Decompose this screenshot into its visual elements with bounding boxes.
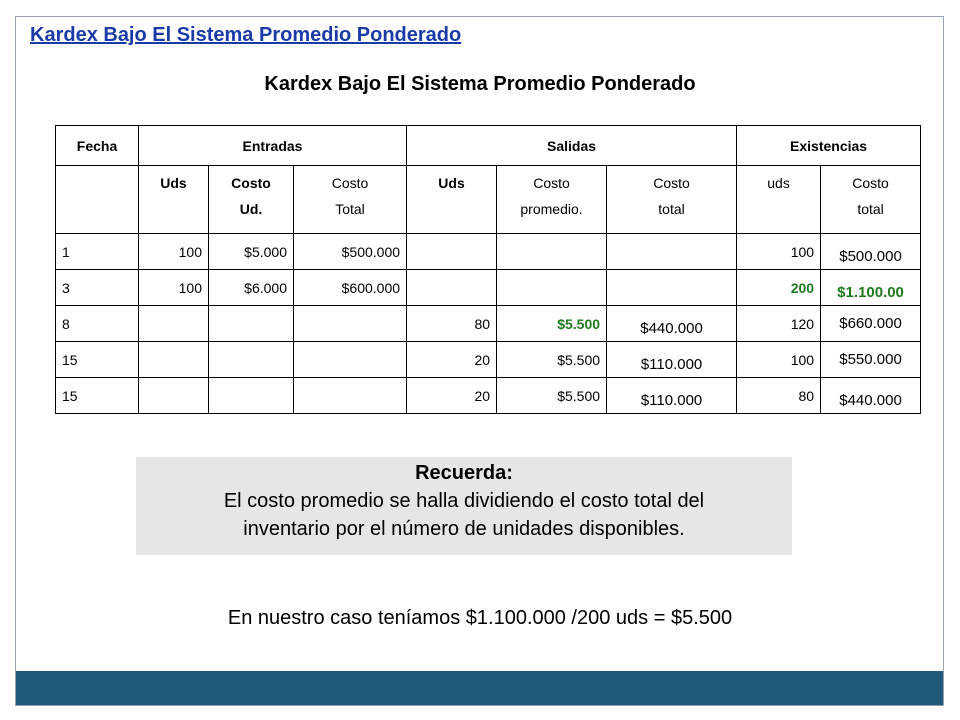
cell-exi-costo-total: $440.000	[821, 378, 921, 414]
header-ent-costo-total-l2: Total	[335, 201, 365, 217]
cell-ent-costo-ud	[209, 306, 294, 342]
header-sal-costo-prom-l1: Costo	[533, 175, 570, 191]
cell-sal-uds: 80	[407, 306, 497, 342]
cell-fecha: 15	[56, 342, 139, 378]
cell-ent-uds	[139, 342, 209, 378]
header-exi-costo-total-l2: total	[857, 201, 884, 217]
header-salidas: Salidas	[407, 126, 737, 166]
cell-sal-costo-prom	[497, 234, 607, 270]
reminder-note	[136, 457, 792, 555]
table-row	[56, 342, 921, 378]
reminder-line-2: inventario por el número de unidades disponibles.	[243, 518, 685, 540]
cell-exi-costo-total: $500.000	[821, 234, 921, 270]
cell-sal-uds	[407, 270, 497, 306]
header-ent-uds: Uds	[139, 166, 209, 234]
header-ent-costo-ud-l2: Ud.	[239, 201, 263, 217]
header-ent-costo-ud-l1: Costo	[231, 175, 271, 191]
header-exi-costo-total-l1: Costo	[852, 175, 889, 191]
cell-sal-costo-total: $110.000	[607, 342, 737, 378]
cell-ent-costo-total: $500.000	[294, 234, 407, 270]
cell-exi-uds: 120	[737, 306, 821, 342]
cell-ent-costo-ud	[209, 342, 294, 378]
table-row	[56, 378, 921, 414]
cell-sal-costo-prom	[497, 270, 607, 306]
cell-ent-costo-ud: $6.000	[209, 270, 294, 306]
kardex-table	[55, 125, 921, 414]
cell-sal-uds	[407, 234, 497, 270]
cell-sal-costo-total: $440.000	[607, 306, 737, 342]
title-link[interactable]: Kardex Bajo El Sistema Promedio Ponderado	[30, 24, 462, 46]
cell-sal-costo-prom: $5.500	[497, 306, 607, 342]
cell-ent-uds: 100	[139, 270, 209, 306]
cell-exi-uds: 100	[737, 234, 821, 270]
header-exi-uds: uds	[737, 166, 821, 234]
table-row	[56, 270, 921, 306]
cell-fecha: 3	[56, 270, 139, 306]
cell-ent-costo-ud	[209, 378, 294, 414]
cell-fecha: 15	[56, 378, 139, 414]
cell-exi-uds: 200	[737, 270, 821, 306]
table-row	[56, 306, 921, 342]
table-sub-header-row	[56, 166, 921, 234]
header-fecha: Fecha	[56, 126, 139, 166]
cell-ent-costo-total	[294, 342, 407, 378]
table-row	[56, 234, 921, 270]
header-ent-costo-total	[294, 166, 407, 234]
header-sal-costo-prom	[497, 166, 607, 234]
header-sal-uds: Uds	[407, 166, 497, 234]
header-ent-costo-total-l1: Costo	[331, 175, 369, 191]
header-sal-costo-total-l1: Costo	[653, 175, 690, 191]
cell-sal-costo-prom: $5.500	[497, 378, 607, 414]
header-exi-costo-total	[821, 166, 921, 234]
cell-exi-costo-total: $1.100.00	[821, 270, 921, 306]
calculation-text: En nuestro caso teníamos $1.100.000 /200 uds = $5.500	[227, 607, 733, 629]
header-ent-costo-ud	[209, 166, 294, 234]
cell-fecha: 1	[56, 234, 139, 270]
cell-exi-costo-total: $550.000	[821, 342, 921, 378]
header-sal-costo-total	[607, 166, 737, 234]
page-title: Kardex Bajo El Sistema Promedio Ponderado	[264, 73, 696, 95]
reminder-line-1: El costo promedio se halla dividiendo el costo total del	[223, 490, 705, 512]
footer-bar	[16, 671, 943, 705]
cell-exi-costo-total: $660.000	[821, 306, 921, 342]
cell-ent-uds	[139, 378, 209, 414]
header-entradas: Entradas	[139, 126, 407, 166]
header-sal-costo-prom-l2: promedio.	[520, 201, 583, 217]
header-sal-costo-total-l2: total	[658, 201, 685, 217]
reminder-title: Recuerda:	[415, 462, 513, 484]
cell-sal-costo-prom: $5.500	[497, 342, 607, 378]
cell-exi-uds: 100	[737, 342, 821, 378]
cell-ent-uds	[139, 306, 209, 342]
cell-sal-uds: 20	[407, 378, 497, 414]
cell-fecha: 8	[56, 306, 139, 342]
cell-sal-costo-total	[607, 270, 737, 306]
cell-sal-costo-total: $110.000	[607, 378, 737, 414]
header-blank	[56, 166, 139, 234]
cell-ent-costo-ud: $5.000	[209, 234, 294, 270]
cell-ent-costo-total: $600.000	[294, 270, 407, 306]
header-existencias: Existencias	[737, 126, 921, 166]
cell-ent-uds: 100	[139, 234, 209, 270]
cell-ent-costo-total	[294, 306, 407, 342]
cell-exi-uds: 80	[737, 378, 821, 414]
cell-ent-costo-total	[294, 378, 407, 414]
table-group-header-row	[56, 126, 921, 166]
cell-sal-uds: 20	[407, 342, 497, 378]
cell-sal-costo-total	[607, 234, 737, 270]
